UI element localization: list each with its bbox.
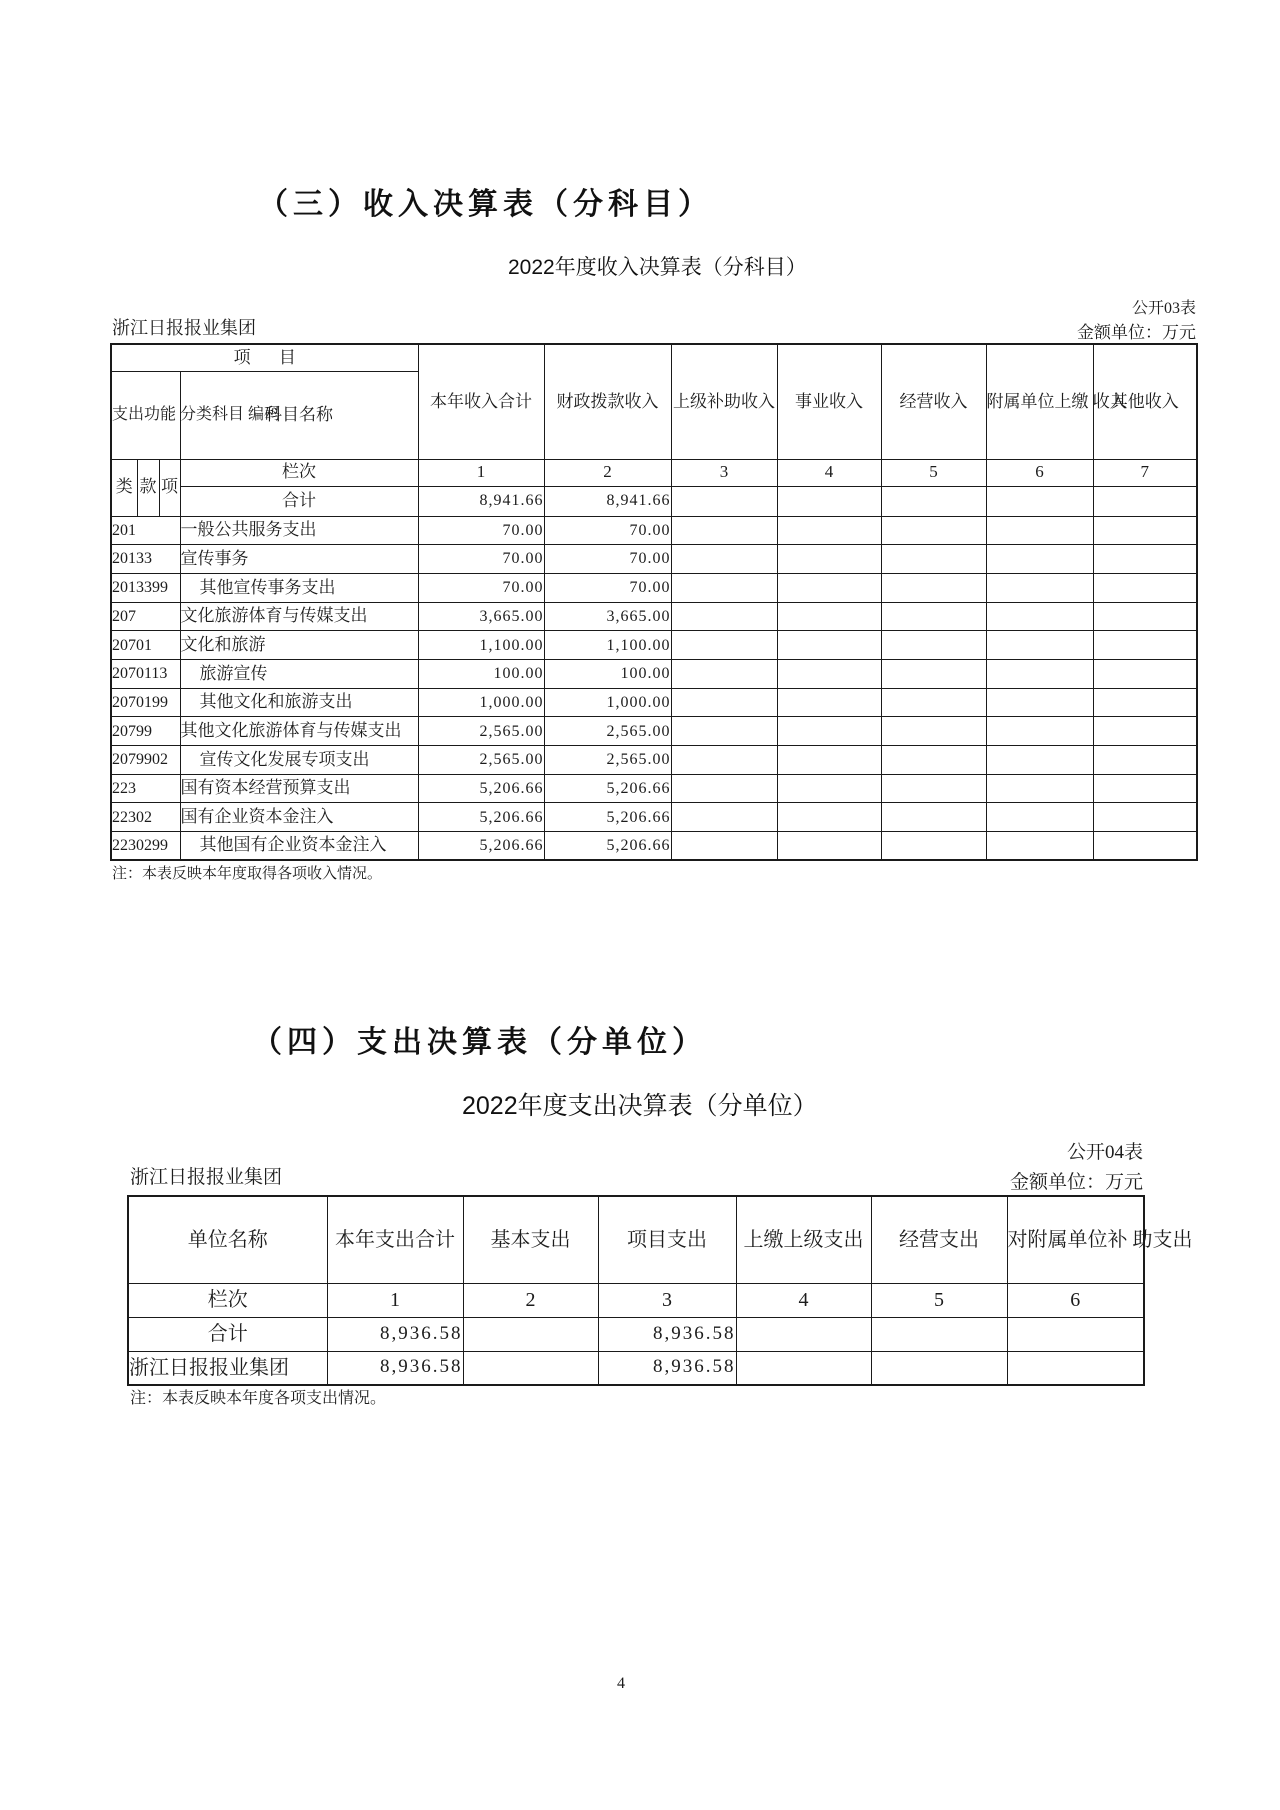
unit-name-header: 单位名称 [128, 1196, 327, 1283]
table-cell-empty [777, 573, 881, 602]
table-cell-empty [871, 1317, 1007, 1351]
total-label: 合计 [180, 486, 418, 516]
total-expense-value: 8,936.58 [327, 1317, 463, 1351]
subject-name: 其他文化和旅游支出 [180, 688, 418, 717]
total-expense-value: 8,936.58 [327, 1351, 463, 1385]
table-row [111, 746, 1197, 775]
table-cell-empty [881, 631, 986, 660]
total-income-value: 70.00 [418, 545, 544, 574]
income-rows [111, 516, 1197, 860]
subject-code: 2070199 [111, 688, 180, 717]
income-table [110, 343, 1198, 861]
table-cell-empty [463, 1317, 598, 1351]
table-cell-empty [777, 602, 881, 631]
table-cell-empty [1093, 659, 1197, 688]
subject-name: 旅游宣传 [180, 659, 418, 688]
table-row [111, 803, 1197, 832]
table-cell-empty [1007, 1351, 1144, 1385]
subject-name: 宣传事务 [180, 545, 418, 574]
total-income-value: 5,206.66 [418, 803, 544, 832]
total-income-value: 5,206.66 [418, 832, 544, 861]
table-cell-empty [671, 545, 777, 574]
section-heading: （三）收入决算表（分科目） [258, 188, 713, 221]
table-cell-empty [1093, 717, 1197, 746]
table-cell-empty [777, 832, 881, 861]
subject-code-header: 支出功能 分类科目 编码 [111, 371, 180, 459]
column-number-row [111, 459, 1197, 486]
subject-code: 223 [111, 774, 180, 803]
subject-name: 其他文化旅游体育与传媒支出 [180, 717, 418, 746]
table-cell-empty [881, 746, 986, 775]
total-income-value: 70.00 [418, 573, 544, 602]
fiscal-appropriation-value: 3,665.00 [544, 602, 671, 631]
subject-name: 其他国有企业资本金注入 [180, 832, 418, 861]
column-number-label: 栏次 [128, 1283, 327, 1317]
subject-code: 2079902 [111, 746, 180, 775]
fiscal-appropriation-value: 1,100.00 [544, 631, 671, 660]
table-cell-empty [777, 717, 881, 746]
table-row [111, 631, 1197, 660]
subject-name: 其他宣传事务支出 [180, 573, 418, 602]
fiscal-appropriation-value: 70.00 [544, 545, 671, 574]
table-cell-empty [881, 486, 986, 516]
column-number: 2 [463, 1283, 598, 1317]
table-cell-empty [671, 573, 777, 602]
table-note: 注：本表反映本年度各项支出情况。 [130, 1390, 387, 1407]
column-number: 5 [871, 1283, 1007, 1317]
report-title: 2022年度支出决算表（分单位） [462, 1092, 818, 1120]
table-cell-empty [1093, 688, 1197, 717]
total-income-value: 1,000.00 [418, 688, 544, 717]
table-cell-empty [986, 803, 1093, 832]
table-row [111, 688, 1197, 717]
column-number: 1 [327, 1283, 463, 1317]
table-cell-empty [1093, 631, 1197, 660]
project-expense-value: 8,936.58 [598, 1351, 736, 1385]
subject-name: 文化旅游体育与传媒支出 [180, 602, 418, 631]
amount-unit: 金额单位：万元 [1077, 323, 1196, 342]
table-cell-empty [671, 516, 777, 545]
total-income-value: 5,206.66 [418, 774, 544, 803]
header-fiscal-appropriation-income: 财政拨款收入 [544, 344, 671, 459]
subject-name: 国有资本经营预算支出 [180, 774, 418, 803]
table-row [128, 1351, 1144, 1385]
table-cell-empty [1093, 573, 1197, 602]
subject-name: 一般公共服务支出 [180, 516, 418, 545]
total-fiscal-appropriation-value: 8,941.66 [544, 486, 671, 516]
table-cell-empty [777, 774, 881, 803]
subject-code: 20701 [111, 631, 180, 660]
table-row [111, 832, 1197, 861]
subject-code: 20799 [111, 717, 180, 746]
table-cell-empty [777, 746, 881, 775]
header-remittance-to-superior: 上缴上级支出 [736, 1196, 871, 1283]
table-row [111, 659, 1197, 688]
table-cell-empty [777, 486, 881, 516]
fiscal-appropriation-value: 70.00 [544, 516, 671, 545]
total-label: 合计 [128, 1317, 327, 1351]
header-total-income: 本年收入合计 [418, 344, 544, 459]
form-number: 公开03表 [1131, 300, 1196, 317]
table-row [111, 602, 1197, 631]
table-cell-empty [1093, 516, 1197, 545]
table-cell-empty [777, 688, 881, 717]
level-label-item: 项 [159, 459, 180, 516]
table-row [111, 717, 1197, 746]
header-superior-subsidy-income: 上级补助收入 [671, 344, 777, 459]
table-cell-empty [881, 602, 986, 631]
column-number-label: 栏次 [180, 459, 418, 486]
column-number: 1 [418, 459, 544, 486]
page-number: 4 [617, 1675, 625, 1692]
header-row [111, 344, 1197, 371]
table-cell-empty [671, 688, 777, 717]
header-operating-expense: 经营支出 [871, 1196, 1007, 1283]
table-row [111, 573, 1197, 602]
fiscal-appropriation-value: 5,206.66 [544, 774, 671, 803]
header-total-expense: 本年支出合计 [327, 1196, 463, 1283]
header-project-expense: 项目支出 [598, 1196, 736, 1283]
subject-code: 207 [111, 602, 180, 631]
table-cell-empty [881, 573, 986, 602]
table-cell-empty [986, 659, 1093, 688]
table-cell-empty [881, 717, 986, 746]
header-row [128, 1196, 1144, 1283]
subject-name: 文化和旅游 [180, 631, 418, 660]
subject-code: 2070113 [111, 659, 180, 688]
header-subsidiary-remittance-income: 附属单位上缴 收入 [986, 344, 1093, 459]
column-number-row [128, 1283, 1144, 1317]
column-number: 4 [736, 1283, 871, 1317]
table-cell-empty [986, 486, 1093, 516]
unit-name: 浙江日报报业集团 [128, 1351, 327, 1385]
level-label-category: 类 [111, 459, 137, 516]
subject-code: 2013399 [111, 573, 180, 602]
table-cell-empty [463, 1351, 598, 1385]
subject-name: 宣传文化发展专项支出 [180, 746, 418, 775]
level-label-section: 款 [137, 459, 159, 516]
table-cell-empty [671, 746, 777, 775]
table-cell-empty [671, 631, 777, 660]
table-cell-empty [1093, 746, 1197, 775]
table-cell-empty [736, 1351, 871, 1385]
table-cell-empty [777, 659, 881, 688]
table-cell-empty [777, 545, 881, 574]
column-number: 2 [544, 459, 671, 486]
total-income-value: 3,665.00 [418, 602, 544, 631]
table-cell-empty [986, 717, 1093, 746]
table-cell-empty [671, 832, 777, 861]
table-cell-empty [986, 688, 1093, 717]
header-business-income: 事业收入 [777, 344, 881, 459]
column-number: 6 [1007, 1283, 1144, 1317]
table-cell-empty [1093, 486, 1197, 516]
table-row [111, 516, 1197, 545]
column-number: 3 [598, 1283, 736, 1317]
total-income-value: 100.00 [418, 659, 544, 688]
total-income-value: 8,941.66 [418, 486, 544, 516]
table-cell-empty [1093, 545, 1197, 574]
table-cell-empty [671, 803, 777, 832]
subject-name-header: 科目名称 [180, 371, 418, 459]
item-header: 项 目 [111, 344, 418, 371]
table-cell-empty [986, 545, 1093, 574]
table-cell-empty [671, 602, 777, 631]
table-cell-empty [671, 717, 777, 746]
table-row [111, 774, 1197, 803]
table-cell-empty [1007, 1317, 1144, 1351]
table-cell-empty [881, 659, 986, 688]
amount-unit: 金额单位：万元 [1009, 1172, 1143, 1193]
table-cell-empty [671, 486, 777, 516]
subject-code: 22302 [111, 803, 180, 832]
total-income-value: 1,100.00 [418, 631, 544, 660]
report-title: 2022年度收入决算表（分科目） [508, 256, 807, 279]
table-cell-empty [881, 832, 986, 861]
table-note: 注：本表反映本年度取得各项收入情况。 [112, 866, 383, 882]
total-row [111, 486, 1197, 516]
table-cell-empty [736, 1317, 871, 1351]
subject-code: 201 [111, 516, 180, 545]
table-cell-empty [1093, 803, 1197, 832]
column-number: 7 [1093, 459, 1197, 486]
header-operating-income: 经营收入 [881, 344, 986, 459]
table-cell-empty [986, 774, 1093, 803]
table-cell-empty [986, 516, 1093, 545]
table-cell-empty [986, 631, 1093, 660]
expense-table [127, 1195, 1193, 1386]
table-cell-empty [671, 659, 777, 688]
table-cell-empty [671, 774, 777, 803]
subject-code: 20133 [111, 545, 180, 574]
table-row [111, 545, 1197, 574]
fiscal-appropriation-value: 2,565.00 [544, 746, 671, 775]
table-cell-empty [1093, 832, 1197, 861]
table-cell-empty [986, 746, 1093, 775]
organization-name: 浙江日报报业集团 [112, 318, 256, 338]
fiscal-appropriation-value: 5,206.66 [544, 803, 671, 832]
subject-code: 2230299 [111, 832, 180, 861]
section-heading: （四）支出决算表（分单位） [252, 1026, 707, 1059]
column-number: 4 [777, 459, 881, 486]
total-income-value: 2,565.00 [418, 746, 544, 775]
fiscal-appropriation-value: 100.00 [544, 659, 671, 688]
table-cell-empty [986, 602, 1093, 631]
header-other-income: 其他收入 [1093, 344, 1197, 459]
total-row [128, 1317, 1144, 1351]
table-cell-empty [881, 803, 986, 832]
header-basic-expense: 基本支出 [463, 1196, 598, 1283]
table-cell-empty [881, 516, 986, 545]
subject-name: 国有企业资本金注入 [180, 803, 418, 832]
fiscal-appropriation-value: 70.00 [544, 573, 671, 602]
header-subsidiary-subsidy-expense: 对附属单位补 助支出 [1007, 1196, 1144, 1283]
column-number: 3 [671, 459, 777, 486]
column-number: 6 [986, 459, 1093, 486]
table-cell-empty [777, 631, 881, 660]
column-number: 5 [881, 459, 986, 486]
fiscal-appropriation-value: 2,565.00 [544, 717, 671, 746]
table-cell-empty [777, 803, 881, 832]
total-project-expense-value: 8,936.58 [598, 1317, 736, 1351]
table-cell-empty [871, 1351, 1007, 1385]
table-cell-empty [881, 688, 986, 717]
total-income-value: 70.00 [418, 516, 544, 545]
table-cell-empty [1093, 602, 1197, 631]
table-cell-empty [986, 832, 1093, 861]
fiscal-appropriation-value: 1,000.00 [544, 688, 671, 717]
total-income-value: 2,565.00 [418, 717, 544, 746]
table-cell-empty [881, 545, 986, 574]
table-cell-empty [986, 573, 1093, 602]
organization-name: 浙江日报报业集团 [130, 1167, 283, 1188]
fiscal-appropriation-value: 5,206.66 [544, 832, 671, 861]
table-cell-empty [777, 516, 881, 545]
table-cell-empty [1093, 774, 1197, 803]
form-number: 公开04表 [1066, 1142, 1143, 1163]
table-cell-empty [881, 774, 986, 803]
